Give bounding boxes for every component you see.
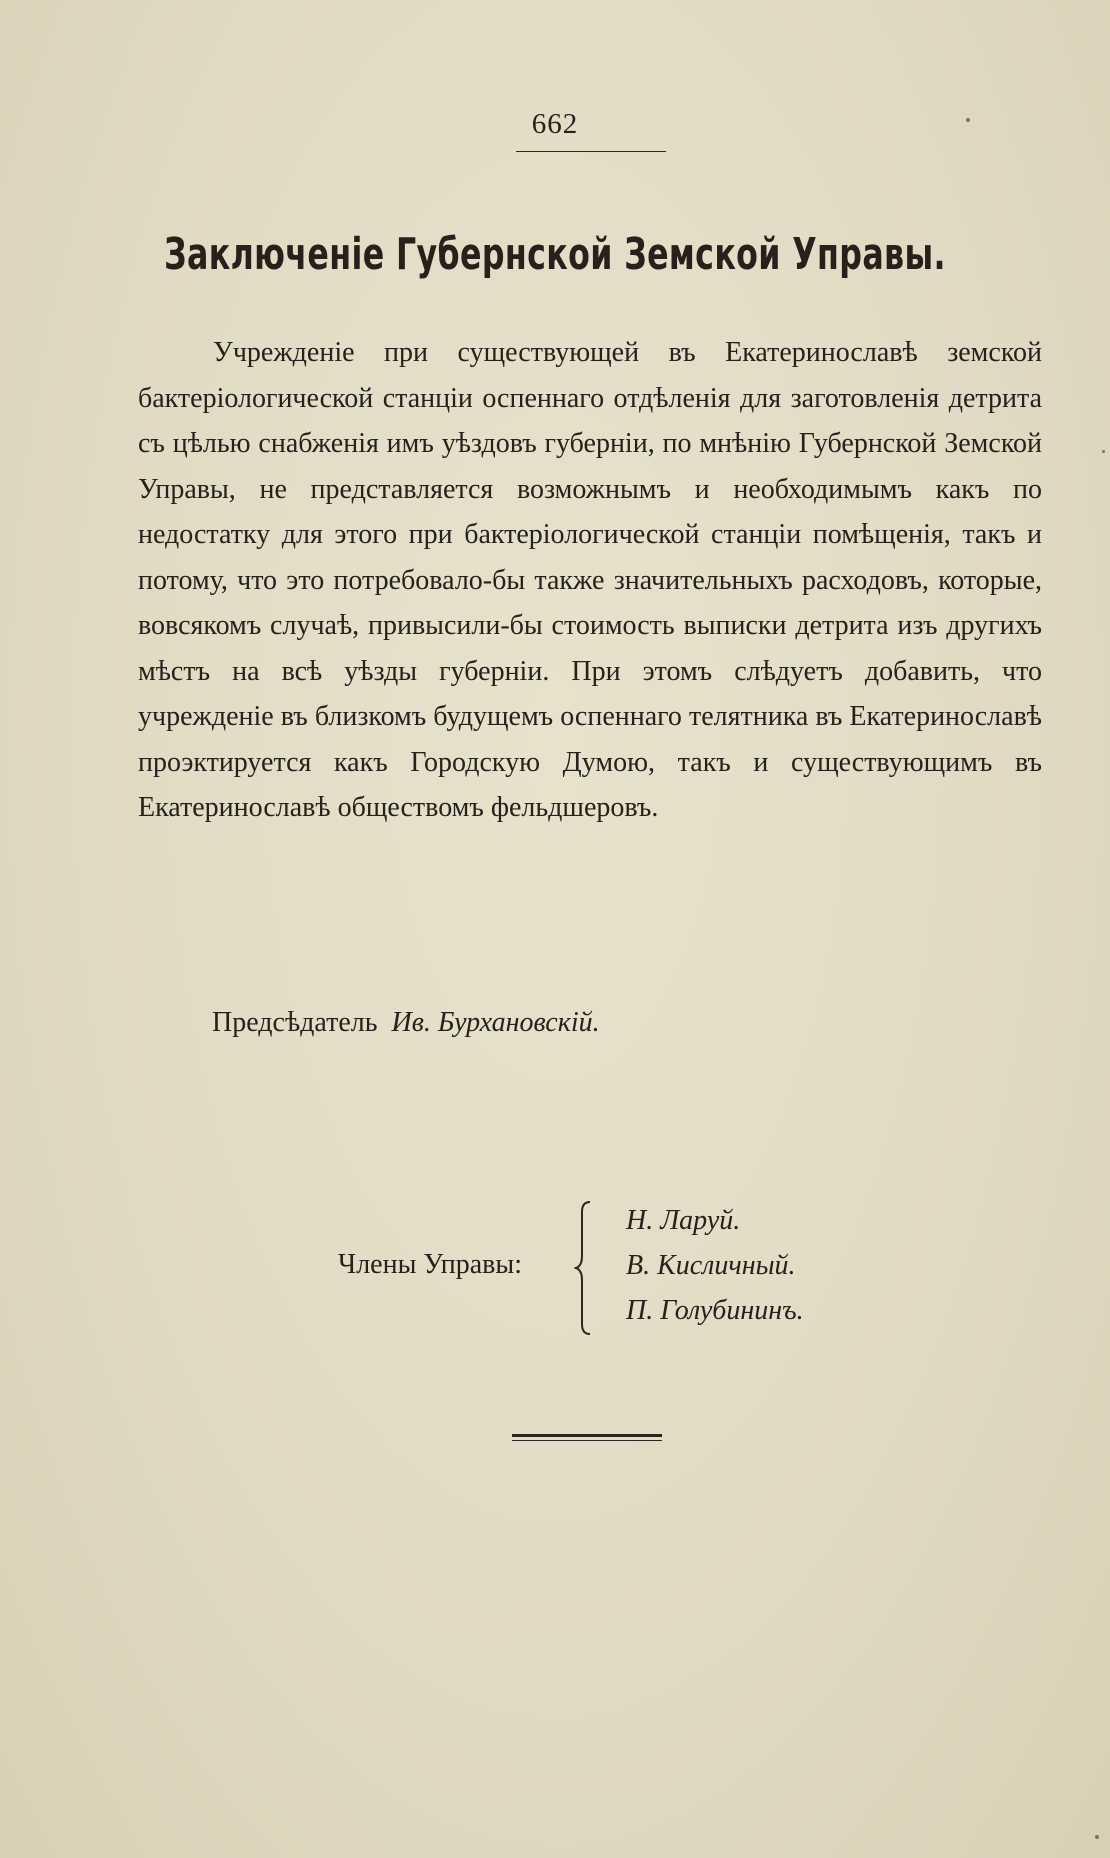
member-name: В. Кисличный. xyxy=(626,1250,796,1281)
brace-icon xyxy=(574,1200,594,1336)
end-rule xyxy=(512,1434,662,1437)
end-rule-thin xyxy=(512,1440,662,1441)
members-label: Члены Управы: xyxy=(338,1249,522,1280)
signature-name: Ив. Бурхановскій. xyxy=(391,1007,600,1038)
body-paragraph: Учрежденіе при существующей въ Екатеринославѣ земской бактеріологической станціи оспеннаго отдѣленія для заготовленія детрита съ цѣлью снабженія имъ уѣздовъ губерніи, по мнѣнію Губернской Земской Управы, не представляется возможнымъ и необходимымъ какъ по недостатку для этого при бактеріологической станціи помѣщенія, такъ и потому, что это потребовало-бы также значительныхъ расходовъ, которые, вовсякомъ случаѣ, привысили-бы стоимость выписки детрита изъ другихъ мѣстъ на всѣ уѣзды губерніи. При этомъ слѣдуетъ добавить, что учрежденіе въ близкомъ будущемъ оспеннаго телятника въ Екатеринославѣ проэктируется какъ Городскую Думою, такъ и существующимъ въ Екатеринославѣ обществомъ фельдшеровъ. xyxy=(138,337,1042,823)
member-name: Н. Ларуй. xyxy=(626,1205,741,1236)
page-title: Заключеніе Губернской Земской Управы. xyxy=(164,229,946,280)
page-number-rule xyxy=(516,151,666,152)
member-name: П. Голубининъ. xyxy=(626,1295,804,1326)
paper-speck xyxy=(1095,1835,1099,1839)
paper-speck xyxy=(966,118,970,122)
signature xyxy=(212,1003,600,1043)
signature-role: Предсѣдатель xyxy=(212,1007,378,1038)
page-number: 662 xyxy=(531,108,579,140)
members-list xyxy=(626,1198,804,1333)
paper-speck xyxy=(1102,450,1105,453)
